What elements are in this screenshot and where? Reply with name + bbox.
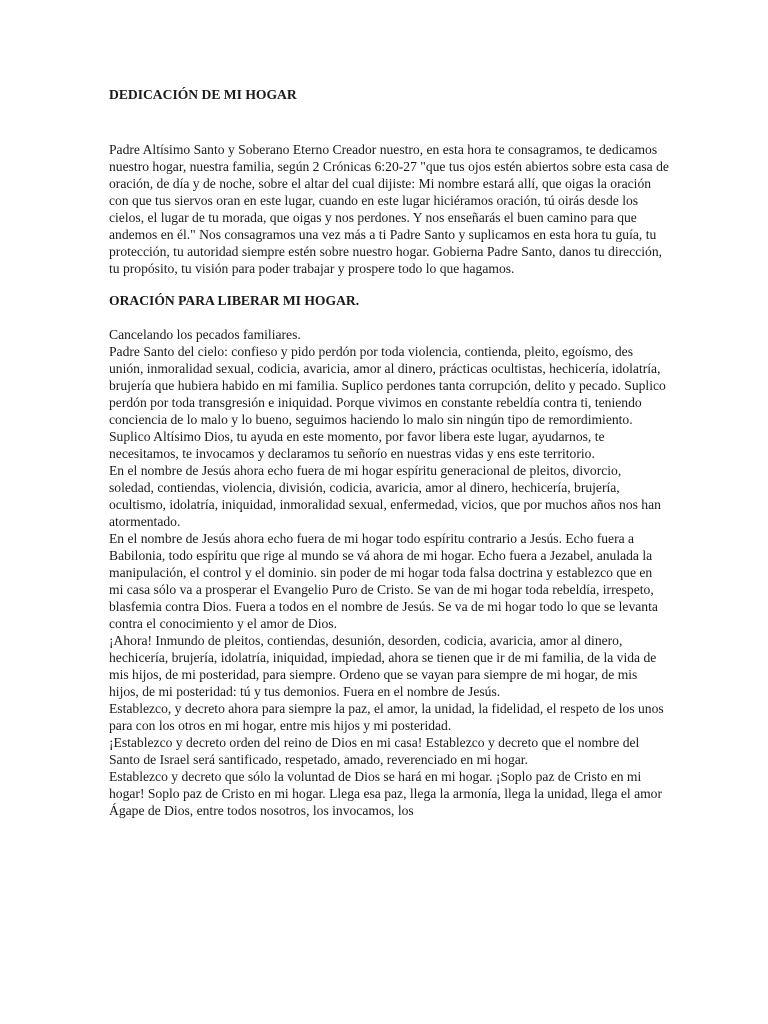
prayer-paragraph: En el nombre de Jesús ahora echo fuera de mi hogar espíritu generacional de pleitos, divorcio, soledad, contiendas, violencia, división, codicia, avaricia, amor al dinero, hechicería, brujería, ocultismo, idolatría, iniquidad, inmoralidad sexual, enfermedad, vicios, que por muchos años nos han atormentado. bbox=[109, 463, 661, 529]
prayer-paragraph: ¡Establezco y decreto orden del reino de Dios en mi casa! Establezco y decreto que el nombre del Santo de Israel será santificado, respetado, amado, reverenciado en mi hogar. bbox=[109, 735, 640, 767]
prayer-paragraph: Establezco, y decreto ahora para siempre la paz, el amor, la unidad, la fidelidad, el respeto de los unos para con los otros en mi hogar, entre mis hijos y mi posteridad. bbox=[109, 701, 664, 733]
prayer-paragraph: En el nombre de Jesús ahora echo fuera de mi hogar todo espíritu contrario a Jesús. Echo fuera a Babilonia, todo espíritu que rige al mundo se vá ahora de mi hogar. Echo fuera a Jezabel, anulada la manipulación, el control y el dominio. sin poder de mi hogar toda falsa doctrina y establezco que en mi casa sólo va a prosperar el Evangelio Puro de Cristo. Se van de mi hogar toda rebeldía, irrespeto, blasfemia contra Dios. Fuera a todos en el nombre de Jesús. Se va de mi hogar todo lo que se levanta contra el conocimiento y el amor de Dios. bbox=[109, 531, 658, 631]
prayer-paragraph: ¡Ahora! Inmundo de pleitos, contiendas, desunión, desorden, codicia, avaricia, amor al dinero, hechicería, brujería, idolatría, iniquidad, impiedad, ahora se tienen que ir de mi familia, de la vida de mis hijos, de mi posteridad, para siempre. Ordeno que se vayan para siempre de mi hogar, de mis hijos, de mi posteridad: tú y tus demonios. Fuera en el nombre de Jesús. bbox=[109, 633, 657, 699]
section-title-dedicacion: DEDICACIÓN DE MI HOGAR bbox=[109, 87, 297, 102]
section-title-oracion: ORACIÓN PARA LIBERAR MI HOGAR. bbox=[109, 293, 360, 308]
dedication-paragraph: Padre Altísimo Santo y Soberano Eterno Creador nuestro, en esta hora te consagramos, te dedicamos nuestro hogar, nuestra familia, según 2 Crónicas 6:20-27 "que tus ojos estén abiertos sobre esta casa de oración, de día y de noche, sobre el altar del cual dijiste: Mi nombre estará allí, que oigas la oración con que tus siervos oran en este lugar, cuando en este lugar hiciéramos oración, tú oirás desde los cielos, el lugar de tu morada, que oigas y nos perdones. Y nos enseñarás el buen camino para que andemos en él." Nos consagramos una vez más a ti Padre Santo y suplicamos en esta hora tu guía, tu protección, tu autoridad siempre estén sobre nuestro hogar. Gobierna Padre Santo, danos tu dirección, tu propósito, tu visión para poder trabajar y prospere todo lo que hagamos. bbox=[109, 142, 669, 276]
prayer-paragraph: Establezco y decreto que sólo la voluntad de Dios se hará en mi hogar. ¡Soplo paz de Cristo en mi hogar! Soplo paz de Cristo en mi hogar. Llega esa paz, llega la armonía, llega la unidad, llega el amor Ágape de Dios, entre todos nosotros, los invocamos, los bbox=[109, 769, 662, 818]
prayer-paragraph: Cancelando los pecados familiares. bbox=[109, 327, 301, 342]
document-page bbox=[109, 86, 669, 819]
prayer-paragraph: Padre Santo del cielo: confieso y pido perdón por toda violencia, contienda, pleito, egoísmo, des unión, inmoralidad sexual, codicia, avaricia, amor al dinero, prácticas ocultistas, hechicería, idolatría, brujería que hubiera habido en mi familia. Suplico perdones tanta corrupción, delito y pecado. Suplico perdón por toda transgresión e iniquidad. Porque vivimos en constante rebeldía contra ti, teniendo conciencia de lo malo y lo bueno, seguimos haciendo lo malo sin ningún tipo de remordimiento. Suplico Altísimo Dios, tu ayuda en este momento, por favor libera este lugar, ayudarnos, te necesitamos, te invocamos y declaramos tu señorío en nuestras vidas y ens este territorio. bbox=[109, 344, 666, 461]
